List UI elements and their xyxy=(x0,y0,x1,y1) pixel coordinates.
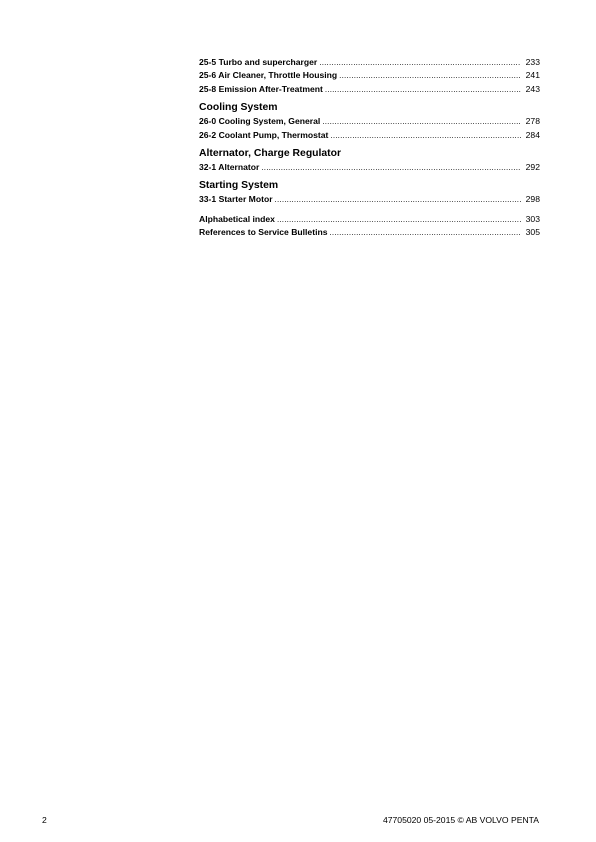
toc-leader-dots xyxy=(330,129,521,142)
toc-entry-page: 278 xyxy=(525,116,540,127)
toc-entry-page: 305 xyxy=(525,227,540,238)
toc-entry-title: 25-8 Emission After-Treatment xyxy=(199,83,323,94)
toc-entry-page: 243 xyxy=(525,83,540,94)
toc-leader-dots xyxy=(261,161,521,174)
toc-entry[interactable] xyxy=(199,213,540,226)
toc-leader-dots xyxy=(275,193,521,206)
toc-entry-page: 241 xyxy=(525,70,540,81)
toc-leader-dots xyxy=(319,56,521,69)
toc-entry-title: References to Service Bulletins xyxy=(199,227,328,238)
toc-entry-title: 32-1 Alternator xyxy=(199,161,260,172)
toc-leader-dots xyxy=(339,69,521,82)
toc-entry[interactable] xyxy=(199,69,540,82)
table-of-contents xyxy=(199,56,540,240)
toc-entry-title: 33-1 Starter Motor xyxy=(199,194,273,205)
toc-entry[interactable] xyxy=(199,161,540,174)
toc-entry-page: 292 xyxy=(525,161,540,172)
toc-leader-dots xyxy=(322,115,521,128)
toc-entry-page: 298 xyxy=(525,194,540,205)
toc-leader-dots xyxy=(329,226,521,239)
toc-leader-dots xyxy=(277,213,521,226)
section-heading-starting: Starting System xyxy=(199,180,279,192)
toc-entry-title: 25-5 Turbo and supercharger xyxy=(199,57,318,67)
toc-entry-title: 25-6 Air Cleaner, Throttle Housing xyxy=(199,70,338,81)
toc-entry-page: 233 xyxy=(525,57,540,67)
footer-page-number: 2 xyxy=(42,815,47,825)
toc-leader-dots xyxy=(325,83,521,96)
toc-entry[interactable] xyxy=(199,129,540,142)
toc-entry-title: Alphabetical index xyxy=(199,213,275,224)
section-heading-alternator: Alternator, Charge Regulator xyxy=(199,147,342,159)
toc-entry[interactable] xyxy=(199,226,540,239)
footer-doc-info: 47705020 05-2015 © AB VOLVO PENTA xyxy=(382,815,539,825)
toc-entry-title: 26-2 Coolant Pump, Thermostat xyxy=(199,129,329,140)
section-heading-cooling: Cooling System xyxy=(199,102,278,114)
toc-entry[interactable] xyxy=(199,83,540,96)
toc-entry-title: 26-0 Cooling System, General xyxy=(199,116,321,127)
toc-entry-page: 303 xyxy=(525,213,540,224)
toc-entry[interactable] xyxy=(199,115,540,128)
toc-entry[interactable] xyxy=(199,56,540,69)
toc-entry-page: 284 xyxy=(525,129,540,140)
toc-entry[interactable] xyxy=(199,193,540,206)
